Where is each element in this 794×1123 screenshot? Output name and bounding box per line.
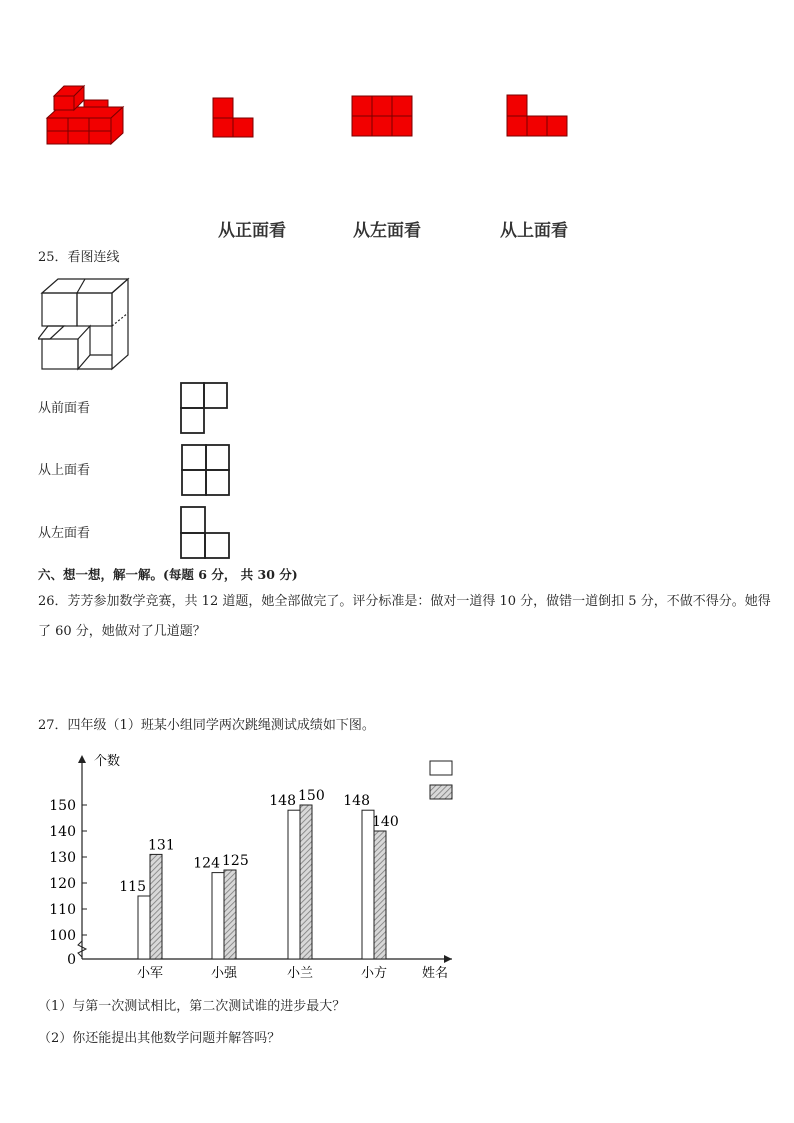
bar-first bbox=[212, 873, 224, 959]
q25-view-option-b[interactable] bbox=[180, 444, 232, 498]
bar-value-label: 140 bbox=[372, 814, 399, 830]
top-view-figure bbox=[507, 95, 567, 136]
q25-solid-figure bbox=[38, 275, 134, 373]
view-label-top: 从上面看 bbox=[500, 221, 568, 241]
bar-second bbox=[224, 870, 236, 959]
q24-figures bbox=[40, 80, 600, 160]
x-axis-title: 姓名 bbox=[422, 966, 449, 981]
bar-first bbox=[138, 896, 150, 959]
left-view-figure bbox=[352, 96, 412, 136]
y-axis-title: 个数 bbox=[94, 754, 121, 769]
bar-second bbox=[150, 854, 162, 959]
front-view-figure bbox=[213, 98, 253, 137]
bar-value-label: 131 bbox=[148, 837, 175, 854]
q27-intro: 27．四年级（1）班某小组同学两次跳绳测试成绩如下图。 bbox=[38, 718, 375, 733]
q27-sub2: （2）你还能提出其他数学问题并解答吗？ bbox=[38, 1031, 281, 1046]
bar-value-label: 150 bbox=[298, 788, 325, 804]
view-label-left: 从左面看 bbox=[353, 221, 421, 241]
bar-value-label: 115 bbox=[119, 879, 146, 895]
y-axis-arrow bbox=[78, 755, 86, 763]
bar-value-label: 125 bbox=[222, 853, 249, 869]
bar-second bbox=[300, 805, 312, 959]
y-tick-label: 0 bbox=[67, 952, 76, 968]
legend-swatch bbox=[430, 785, 452, 799]
section6-heading: 六、想一想，解一解。(每题 6 分， 共 30 分) bbox=[38, 567, 298, 582]
bar-first bbox=[362, 810, 374, 959]
q25-title: 25．看图连线 bbox=[38, 250, 120, 265]
y-tick-label: 100 bbox=[49, 928, 76, 944]
q25-view-front: 从前面看 bbox=[38, 401, 91, 416]
q26-text: 26．芳芳参加数学竞赛，共 12 道题，她全部做完了。评分标准是：做对一道得 10 分，做错一道倒扣 5 分，不做不得分。她得了 60 分，她做对了几道题？ bbox=[38, 594, 771, 639]
q25-view-option-c[interactable] bbox=[180, 506, 232, 560]
bar-value-label: 148 bbox=[269, 793, 296, 810]
y-tick-label: 140 bbox=[49, 824, 76, 840]
q27-sub1: （1）与第一次测试相比，第二次测试谁的进步最大？ bbox=[38, 999, 346, 1014]
x-tick-label: 小方 bbox=[360, 966, 388, 981]
y-tick-label: 150 bbox=[49, 798, 76, 814]
x-axis-arrow bbox=[444, 955, 452, 963]
solid-3d-figure bbox=[47, 86, 123, 144]
bar-second bbox=[374, 831, 386, 959]
q25-view-left: 从左面看 bbox=[38, 526, 91, 541]
q27-bar-chart bbox=[40, 745, 470, 985]
bar-value-label: 148 bbox=[343, 793, 370, 810]
x-tick-label: 小军 bbox=[136, 966, 164, 981]
view-label-front: 从正面看 bbox=[218, 221, 286, 241]
legend-swatch bbox=[430, 761, 452, 775]
y-tick-label: 120 bbox=[49, 876, 76, 892]
y-tick-label: 110 bbox=[49, 902, 76, 918]
bar-first bbox=[288, 810, 300, 959]
bar-value-label: 124 bbox=[193, 855, 220, 872]
q25-view-top: 从上面看 bbox=[38, 463, 91, 478]
x-tick-label: 小强 bbox=[210, 966, 238, 981]
y-tick-label: 130 bbox=[49, 850, 76, 866]
q25-view-option-a[interactable] bbox=[180, 382, 230, 436]
x-tick-label: 小兰 bbox=[286, 966, 314, 981]
